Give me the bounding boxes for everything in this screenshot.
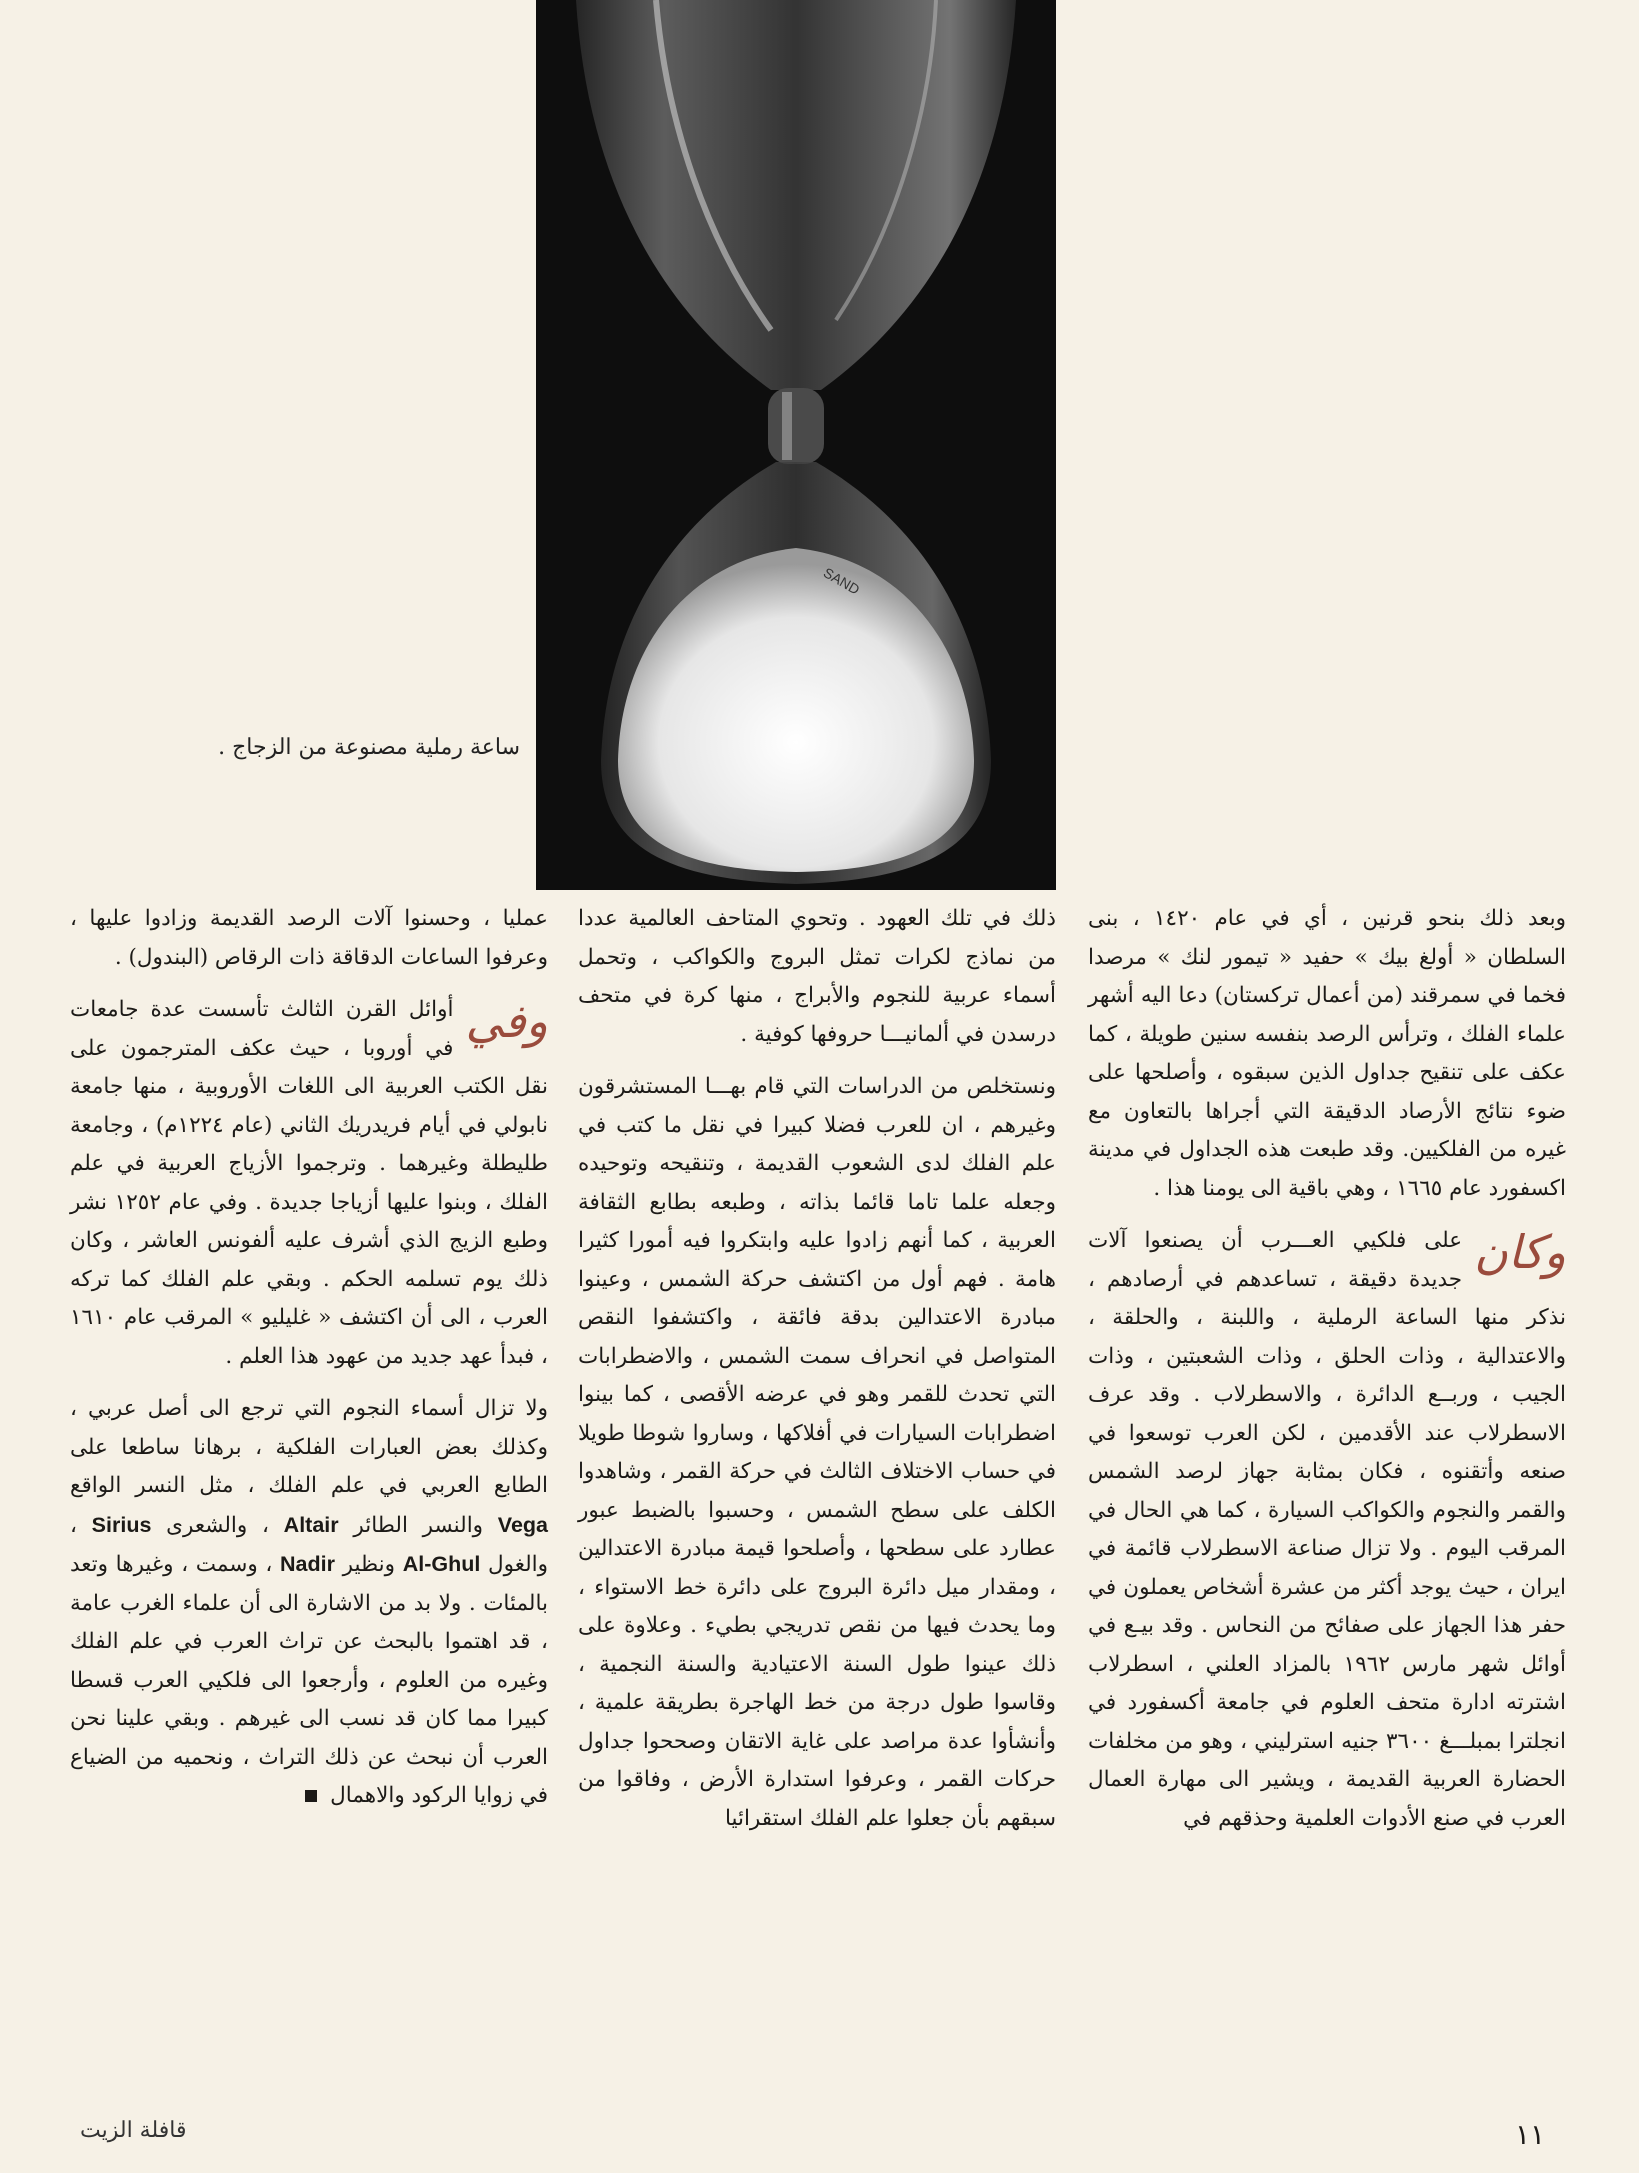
page-number: ١١ [1515,2118,1546,2151]
hourglass-icon [536,0,1056,890]
paragraph [70,991,548,1376]
latin-term: Altair [283,1512,339,1537]
text-run: ، وسمت ، وغيرها وتعد بالمئات . ولا بد من الاشارة الى أن علماء الغرب عامة ، قد اهتموا بالبحث عن تراث العرب في علم الفلك وغيره من العلوم ، وأرجعوا الى فلكيي العرب قسطا كبيرا مما كان قد نسب الى غيرهم . وبقي علينا نحن العرب أن نبحث عن ذلك التراث ، ونحميه من الضياع في زوايا الركود والاهمال [70,1552,548,1808]
latin-term: Nadir [280,1552,335,1576]
column-right [1088,900,1566,1852]
latin-term: Sirius [91,1512,152,1537]
latin-term: Al-Ghul [402,1552,481,1576]
paragraph-text: على فلكيي العـــرب أن يصنعوا آلات جديدة دقيقة ، تساعدهم في أرصادهم ، نذكر منها الساعة الرملية ، واللبنة ، والحلقة ، والاعتدالية ، وذات الحلق ، وذات الشعبتين ، وذات الجيب ، وربــع الدائرة ، والاسطرلاب . وقد عرف الاسطرلاب عند الأقدمين ، لكن العرب توسعوا في صنعه وأتقنوه ، فكان بمثابة جهاز لرصد الشمس والقمر والنجوم والكواكب السيارة ، كما هي الحال في المرقب اليوم . ولا تزال صناعة الاسطرلاب قائمة في ايران ، حيث يوجد أكثر من عشرة أشخاص يعملون في حفر هذا الجهاز على صفائح من النحاس . وقد بيـع في أوائل شهر مارس ١٩٦٢ بالمزاد العلني ، اسطرلاب اشترته ادارة متحف العلوم في جامعة أكسفورد في انجلترا بمبلـــغ ٣٦٠٠ جنيه استرليني ، وهو من مخلفات الحضارة العربية القديمة ، ويشير الى مهارة العمال العرب في صنع الأدوات العلمية وحذقهم في [1088,1228,1566,1831]
text-run: ولا تزال أسماء النجوم التي ترجع الى أصل عربي ، وكذلك بعض العبارات الفلكية ، برهانا ساطعا على الطابع العربي في علم الفلك ، مثل النسر الواقع [70,1396,548,1498]
column-left [70,900,548,1830]
paragraph: وبعد ذلك بنحو قرنين ، أي في عام ١٤٢٠ ، بنى السلطان « أولغ بيك » حفيد « تيمور لنك » مرصدا فخما في سمرقند (من أعمال تركستان) دعا اليه أشهر علماء الفلك ، وترأس الرصد بنفسه سنين طويلة ، كما عكف على تنقيح جداول الذين سبقوه ، وأصلحها على ضوء نتائج الأرصاد الدقيقة التي أجراها بالتعاون مع غيره من الفلكيين. وقد طبعت هذه الجداول في مدينة اكسفورد عام ١٦٦٥ ، وهي باقية الى يومنا هذا . [1088,906,1567,1201]
photo-caption: ساعة رملية مصنوعة من الزجاج . [218,735,520,760]
paragraph [70,1390,548,1816]
column-middle [578,900,1056,1852]
magazine-name: قافلة الزيت [80,2118,187,2143]
hourglass-photo [536,0,1056,890]
paragraph: عمليا ، وحسنوا آلات الرصد القديمة وزادوا عليها ، وعرفوا الساعات الدقاقة ذات الرقاص (البندول) . [70,906,548,970]
paragraph-text: أوائل القرن الثالث تأسست عدة جامعات في أوروبا ، حيث عكف المترجمون على نقل الكتب العربية الى اللغات الأوروبية ، منها جامعة نابولي في أيام فريدريك الثاني (عام ١٢٢٤م) ، وجامعة طليطلة وغيرهما . وترجموا الأزياج العربية في علم الفلك ، وبنوا عليها أزياجا جديدة . وفي عام ١٢٥٢ نشر وطبع الزيج الذي أشرف عليه ألفونس العاشر ، وكان ذلك يوم تسلمه الحكم . وبقي علم الفلك كما تركه العرب ، الى أن اكتشف « غليليو » المرقب عام ١٦١٠ ، فبدأ عهد جديد من عهود هذا العلم . [70,997,549,1369]
drop-cap-word: وفي [465,994,548,1048]
text-run: ، والغول [70,1512,549,1577]
text-run: ونظير [342,1552,396,1577]
paragraph: ذلك في تلك العهود . وتحوي المتاحف العالمية عددا من نماذج لكرات تمثل البروج والكواكب ، وتحمل أسماء عربية للنجوم والأبراج ، منها كرة في متحف درسدن في ألمانيـــا حروفها كوفية . [578,906,1056,1047]
paragraph: ونستخلص من الدراسات التي قام بهـــا المستشرقون وغيرهم ، ان للعرب فضلا كبيرا في نقل ما كتب في علم الفلك لدى الشعوب القديمة ، وتنقيحه وتوحيده وجعله علما تاما قائما بذاته ، وطبعه بطابع الثقافة العربية ، كما أنهم زادوا عليه وابتكروا فيه أمورا كثيرا هامة . فهم أول من اكتشف حركة الشمس ، وعينوا مبادرة الاعتدالين بدقة فائقة ، واكتشفوا النقص المتواصل في انحراف سمت الشمس ، والاضطرابات التي تحدث للقمر وهو في عرضه الأقصى ، كما بينوا اضطرابات السيارات في أفلاكها ، وساروا شوطا طويلا في حساب الاختلاف الثالث في حركة القمر ، وشاهدوا الكلف على سطح الشمس ، وحسبوا بالضبط عبور عطارد على سطحها ، وأصلحوا قيمة مبادرة الاعتدالين ، ومقدار ميل دائرة البروج على دائرة خط الاستواء ، وما يحدث فيها من نقص تدريجي بطيء . وعلاوة على ذلك عينوا طول السنة الاعتيادية والسنة النجمية ، وقاسوا طول درجة من خط الهاجرة بطريقة علمية ، وأنشأوا عدة مراصد على غاية الاتقان وصححوا جداول حركات القمر ، وعرفوا استدارة الأرض ، وفاقوا من سبقهم بأن جعلوا علم الفلك استقرائيا [578,1074,1056,1831]
text-run: ، والشعرى [166,1512,269,1538]
svg-text:SAND: SAND [820,564,863,598]
text-run: والنسر الطائر [353,1512,484,1538]
paragraph [1088,1222,1566,1838]
end-mark-icon [305,1790,317,1802]
drop-cap-word: وكان [1474,1225,1566,1279]
latin-term: Vega [497,1512,548,1537]
